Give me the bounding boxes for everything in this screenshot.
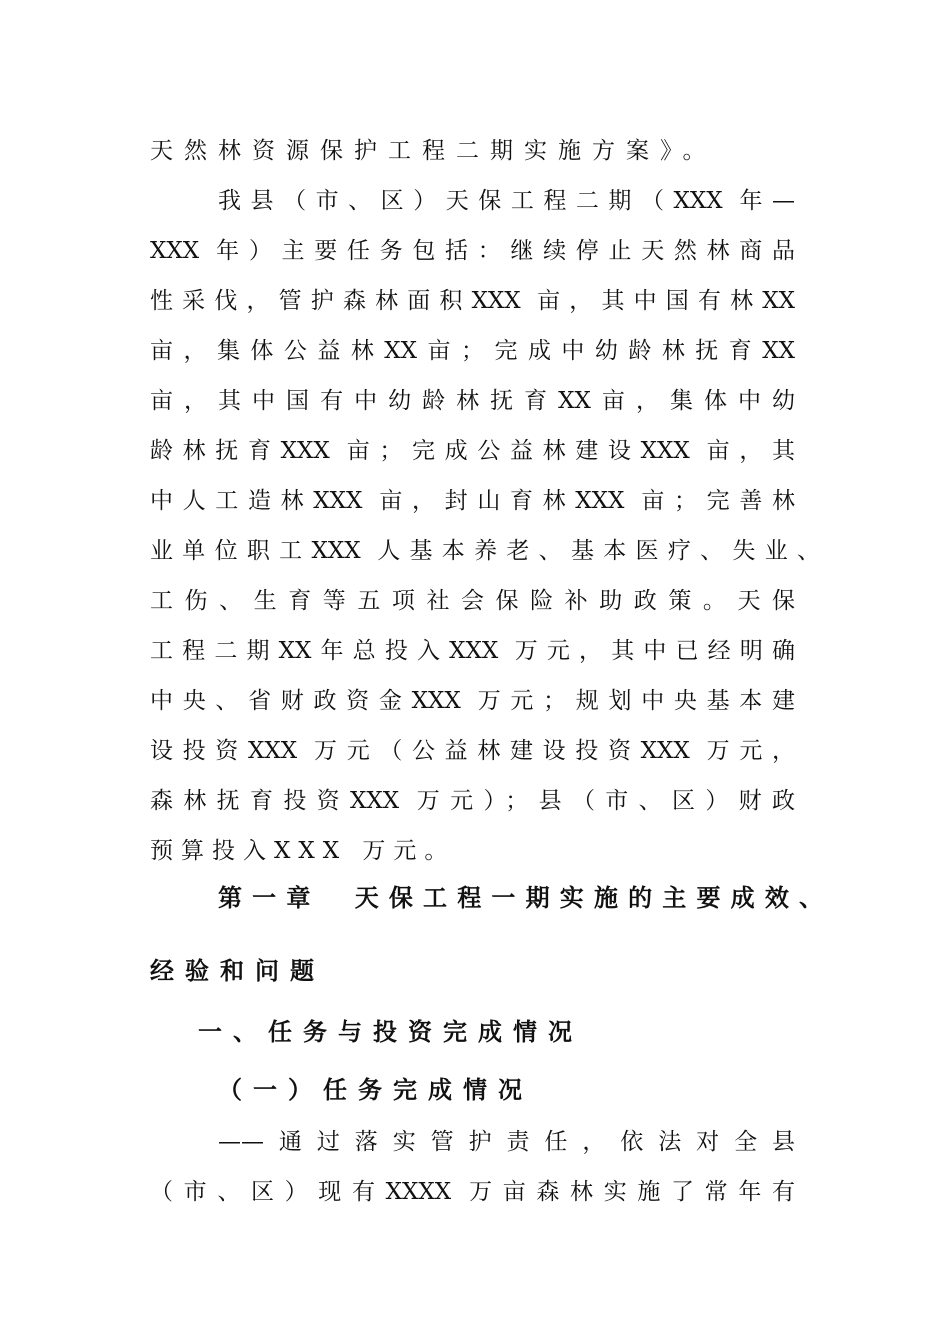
body-text-line: 工程二期XX年总投入XXX 万元，其中已经明确	[150, 638, 795, 664]
body-text-line: 工伤、生育等五项社会保险补助政策。天保	[150, 588, 795, 614]
body-text-line: 亩，其中国有中幼龄林抚育XX亩，集体中幼	[150, 388, 795, 414]
body-text-line: 天然林资源保护工程二期实施方案》。	[150, 138, 717, 164]
body-text-line: 龄林抚育XXX 亩；完成公益林建设XXX 亩，其	[150, 438, 795, 464]
body-text-line: 设投资XXX 万元（公益林建设投资XXX 万元，	[150, 738, 795, 764]
body-text-line: XXX 年）主要任务包括：继续停止天然林商品	[150, 238, 795, 264]
subsection-heading: （一）任务完成情况	[218, 1076, 533, 1104]
body-text-line: 亩，集体公益林XX亩；完成中幼龄林抚育XX	[150, 338, 795, 364]
body-text-line: 预算投入XXX 万元。	[150, 838, 456, 864]
body-text-line: 我县（市、区）天保工程二期（XXX 年—	[218, 188, 795, 214]
body-text-line: （市、区）现有XXXX 万亩森林实施了常年有	[150, 1179, 795, 1205]
body-text-line: 中人工造林XXX 亩，封山育林XXX 亩；完善林	[150, 488, 795, 514]
chapter-heading: 第一章 天保工程一期实施的主要成效、	[218, 884, 823, 912]
chapter-heading-continued: 经验和问题	[150, 957, 325, 985]
body-text-line: 性采伐，管护森林面积XXX 亩，其中国有林XX	[150, 288, 795, 314]
body-text-line: ——通过落实管护责任，依法对全县	[218, 1129, 795, 1155]
body-text-line: 业单位职工XXX 人基本养老、基本医疗、失业、	[150, 538, 820, 564]
body-text-line: 中央、省财政资金XXX 万元；规划中央基本建	[150, 688, 795, 714]
body-text-line: 森林抚育投资XXX 万元）；县（市、区）财政	[150, 788, 795, 814]
section-heading: 一、任务与投资完成情况	[198, 1018, 583, 1046]
